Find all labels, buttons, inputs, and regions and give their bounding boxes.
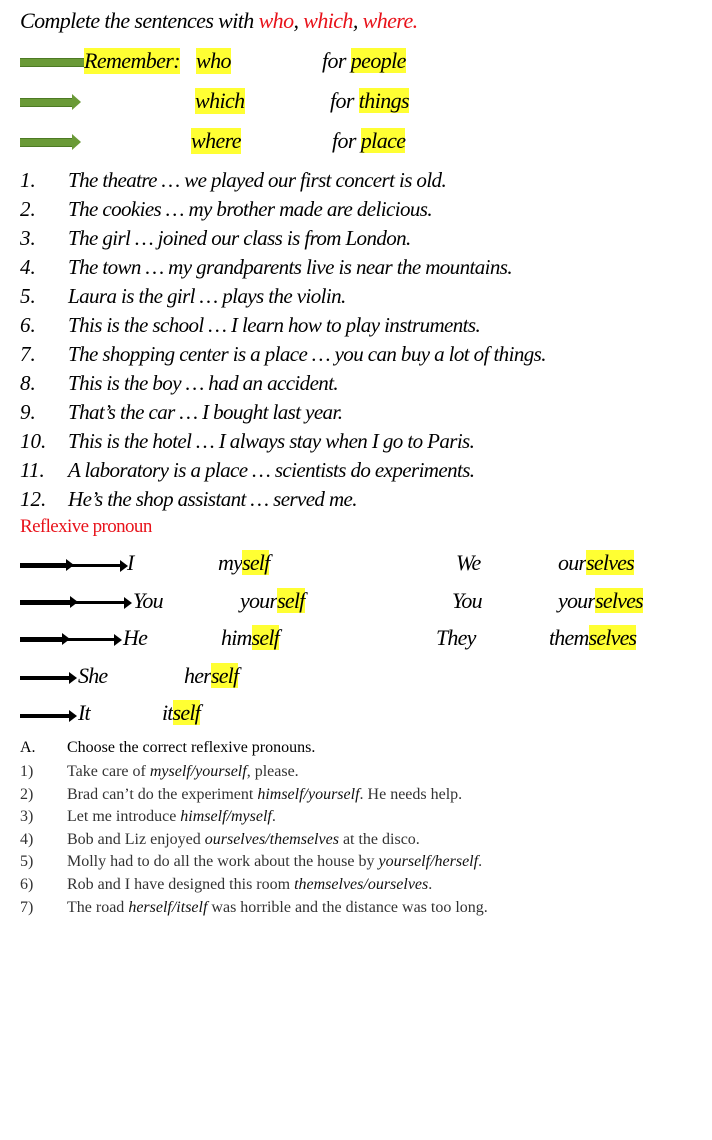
list-item: 9. That’s the car … I bought last year.	[20, 400, 343, 424]
reflexive-title: Reflexive pronoun	[20, 516, 152, 537]
remember-word-who: who	[196, 48, 231, 73]
arrow-right-icon	[20, 714, 71, 718]
arrow-right-icon	[70, 564, 122, 567]
remember-word-which: which	[195, 88, 245, 113]
list-item: 7) The road herself/itself was horrible and the distance was too long.	[20, 898, 488, 916]
list-item: 3) Let me introduce himself/myself.	[20, 808, 276, 826]
list-item: 7. The shopping center is a place … you can buy a lot of things.	[20, 342, 546, 366]
which-keyword: which	[303, 8, 353, 33]
reflexive-himself: himself	[221, 625, 279, 650]
arrow-right-icon	[20, 637, 64, 642]
reflexive-herself: herself	[184, 663, 239, 688]
pronoun-we: We	[456, 550, 481, 575]
list-item: 5. Laura is the girl … plays the violin.	[20, 284, 346, 308]
arrow-right-icon	[74, 601, 126, 604]
exercise-heading: A. Choose the correct reflexive pronouns.	[20, 739, 316, 756]
arrow-right-icon	[20, 563, 68, 568]
list-item: 5) Molly had to do all the work about the house by yourself/herself.	[20, 853, 483, 871]
list-item: 2. The cookies … my brother made are delicious.	[20, 197, 432, 221]
remember-for-things: for things	[330, 88, 409, 113]
arrow-right-icon	[20, 58, 84, 67]
arrow-right-icon	[20, 138, 72, 147]
list-item: 2) Brad can’t do the experiment himself/yourself. He needs help.	[20, 785, 463, 803]
remember-for-place: for place	[332, 128, 406, 153]
reflexive-itself: itself	[162, 700, 200, 725]
list-item: 3. The girl … joined our class is from London.	[20, 226, 411, 250]
who-keyword: who	[258, 8, 294, 33]
reflexive-yourself: yourself	[240, 588, 305, 613]
list-item: 6. This is the school … I learn how to play instruments.	[20, 313, 481, 337]
pronoun-i: I	[127, 550, 134, 575]
reflexive-ourselves: ourselves	[558, 550, 634, 575]
pronoun-it: It	[78, 700, 90, 725]
reflexive-themselves: themselves	[549, 625, 637, 650]
remember-label: Remember:	[84, 48, 180, 73]
list-item: 4. The town … my grandparents live is near the mountains.	[20, 255, 512, 279]
list-item: 6) Rob and I have designed this room themselves/ourselves.	[20, 875, 433, 893]
list-item: 4) Bob and Liz enjoyed ourselves/themselves at the disco.	[20, 830, 420, 848]
list-item: 12. He’s the shop assistant … served me.	[20, 487, 357, 511]
arrow-right-icon	[66, 638, 116, 641]
reflexive-myself: myself	[218, 550, 270, 575]
arrow-right-icon	[20, 98, 72, 107]
list-item: 11. A laboratory is a place … scientists do experiments.	[20, 458, 475, 482]
pronoun-you: You	[133, 588, 163, 613]
list-item: 1. The theatre … we played our first concert is old.	[20, 168, 447, 192]
list-item: 10. This is the hotel … I always stay when I go to Paris.	[20, 429, 475, 453]
pronoun-she: She	[78, 663, 108, 688]
remember-for-people: for people	[322, 48, 406, 73]
arrow-right-icon	[20, 676, 71, 680]
arrow-right-icon	[20, 600, 72, 605]
sentence-list	[20, 166, 710, 514]
remember-word-where: where	[191, 128, 241, 153]
where-keyword: where.	[362, 8, 418, 33]
exercise-list	[20, 761, 700, 919]
worksheet-title: Complete the sentences with who, which, where.	[20, 8, 418, 33]
reflexive-yourselves: yourselves	[558, 588, 643, 613]
pronoun-they: They	[436, 625, 476, 650]
pronoun-you-plural: You	[452, 588, 482, 613]
list-item: 8. This is the boy … had an accident.	[20, 371, 339, 395]
list-item: 1) Take care of myself/yourself, please.	[20, 763, 299, 780]
pronoun-he: He	[123, 625, 148, 650]
